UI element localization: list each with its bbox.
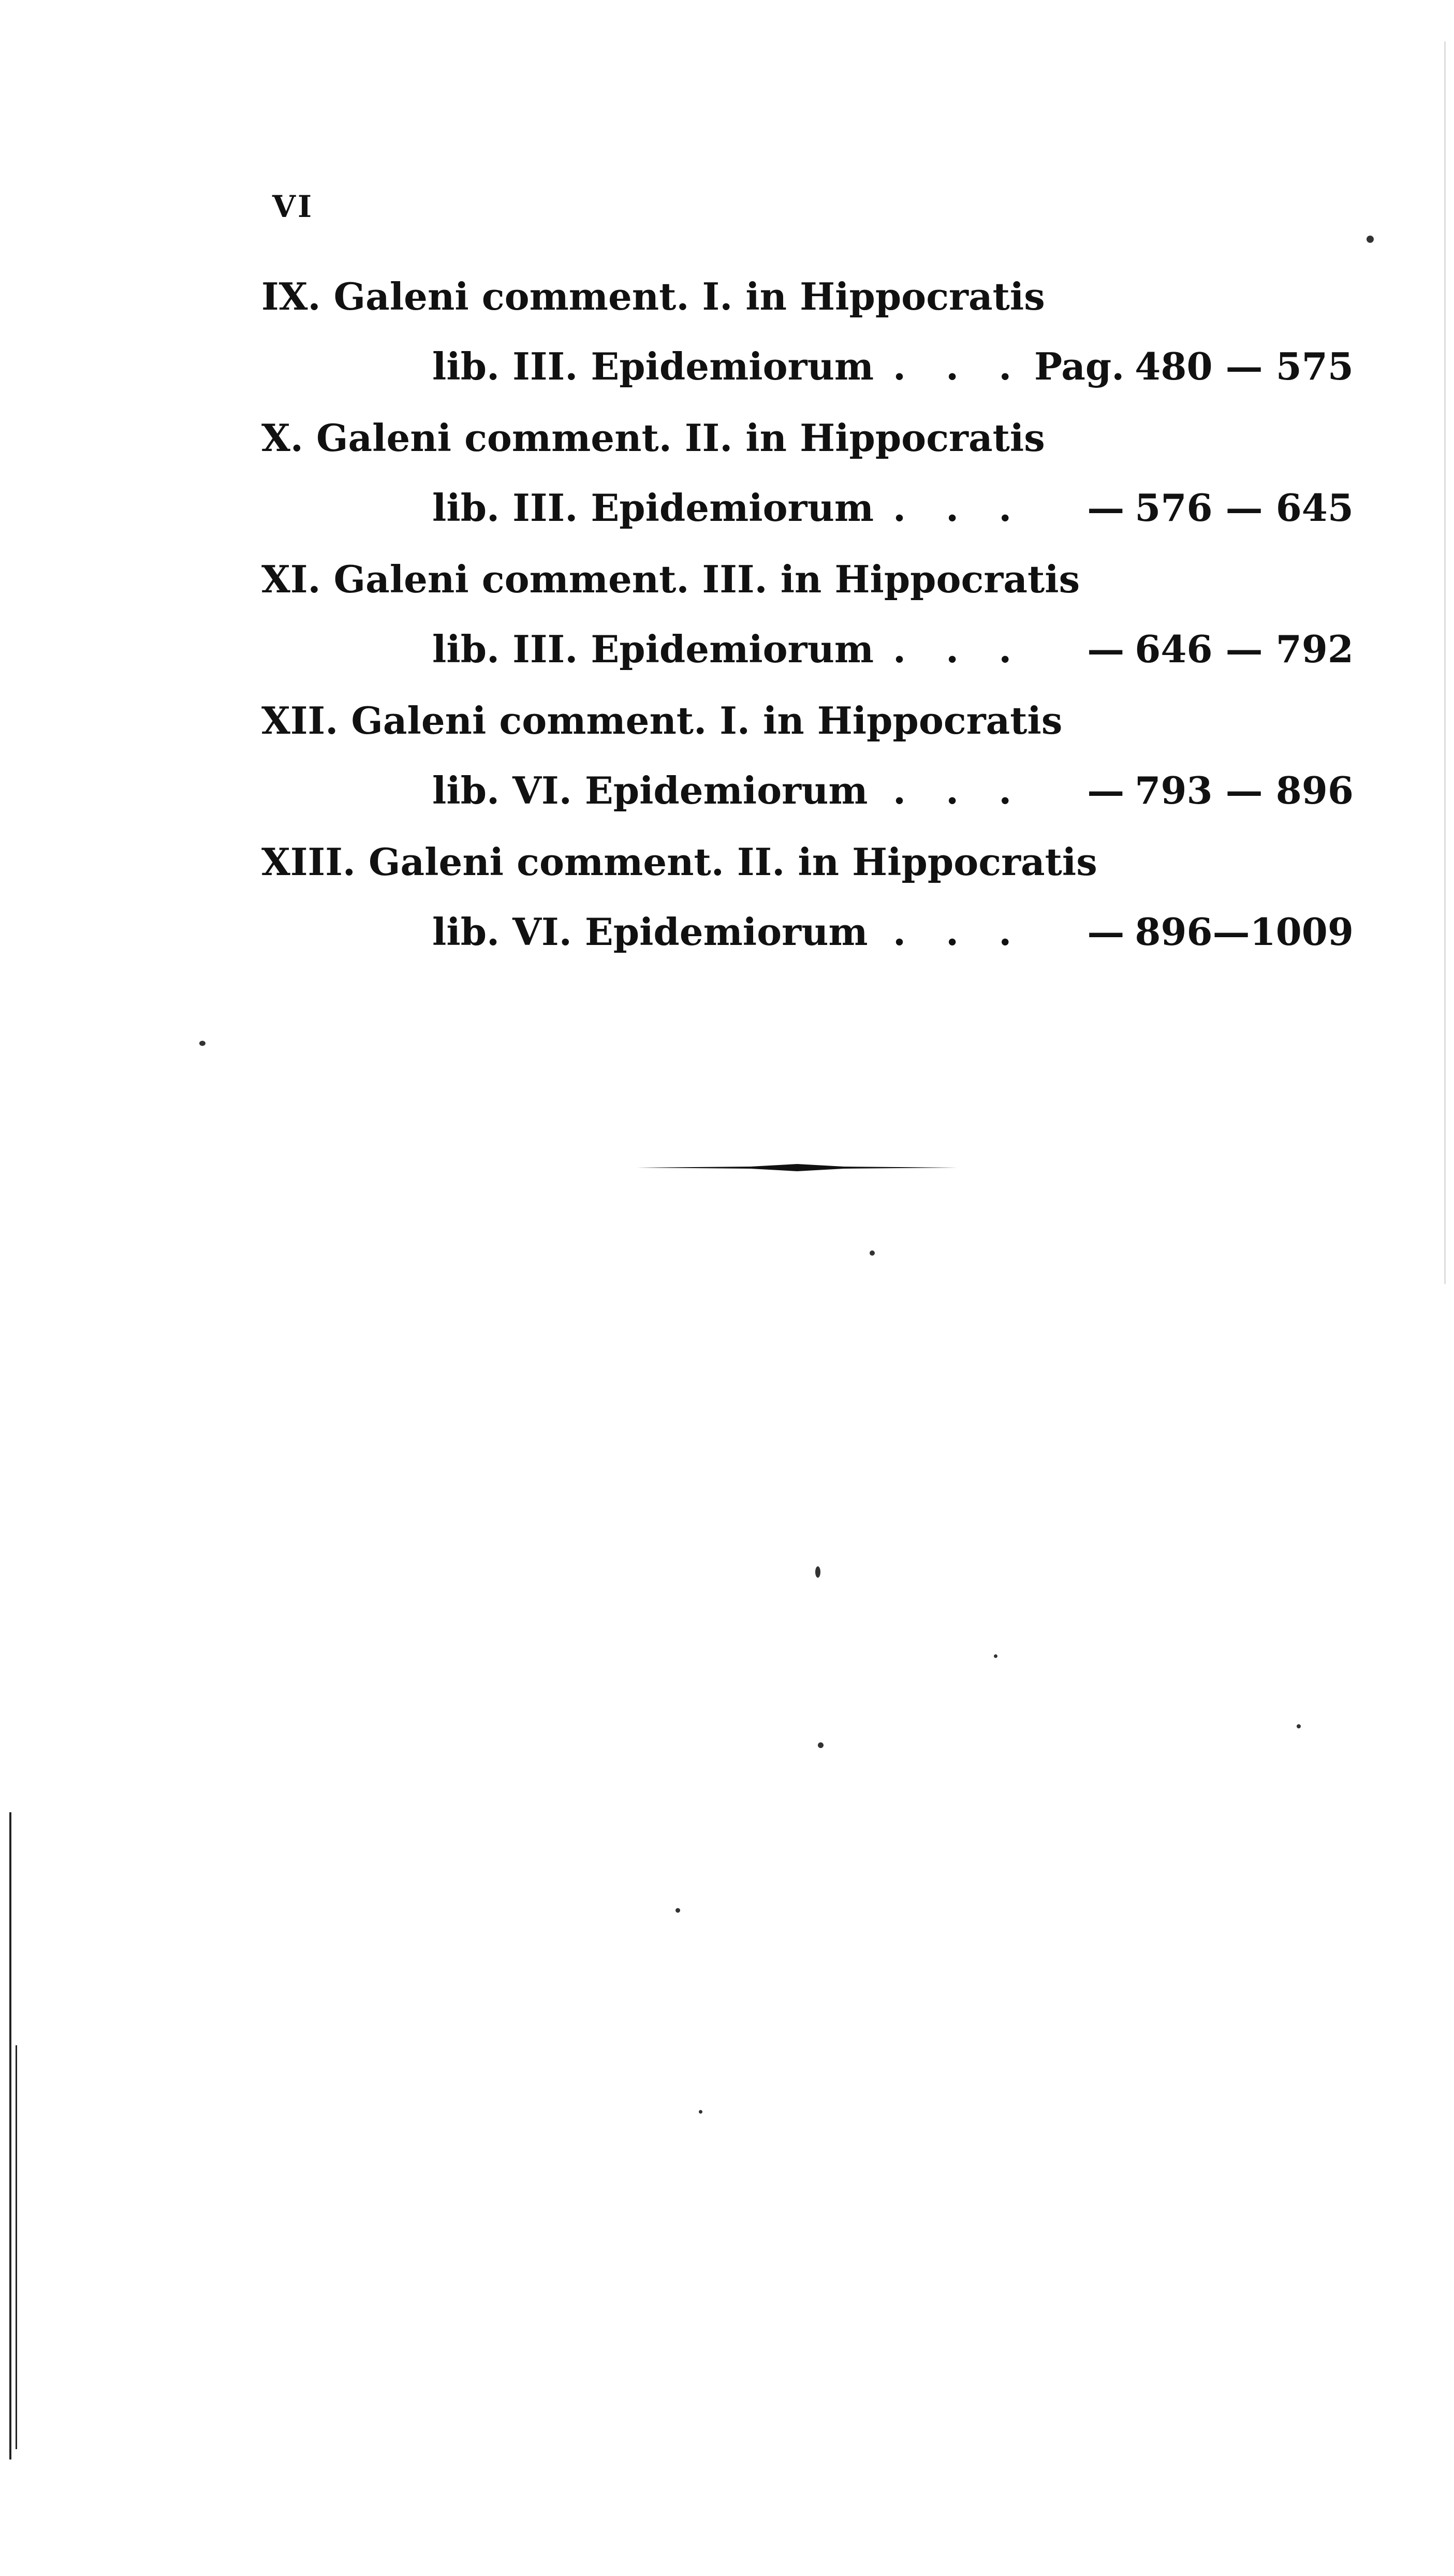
page-numbers: 646 — 792 bbox=[1135, 627, 1354, 671]
pag-label: — bbox=[1087, 910, 1125, 954]
page-number: VI bbox=[272, 189, 314, 224]
pag-label: Pag. bbox=[1034, 344, 1125, 388]
ornamental-rule bbox=[637, 1160, 958, 1175]
entry-title: XI. Galeni comment. III. in Hippocratis bbox=[261, 557, 1080, 601]
scan-speck bbox=[994, 1654, 997, 1658]
page-range bbox=[1087, 627, 1354, 671]
toc-entry bbox=[261, 840, 1354, 981]
entry-title: XII. Galeni comment. I. in Hippocratis bbox=[261, 698, 1063, 743]
scan-speck bbox=[199, 1041, 205, 1046]
scan-speck bbox=[1367, 236, 1374, 243]
leader-dots: . . . bbox=[893, 486, 1025, 530]
pag-label: — bbox=[1087, 627, 1125, 671]
leader-dots: . . . bbox=[893, 627, 1025, 671]
scan-edge-line bbox=[16, 2045, 17, 2449]
scan-edge-line bbox=[1444, 41, 1446, 1284]
page-range bbox=[1087, 486, 1354, 530]
toc-entry bbox=[261, 416, 1354, 557]
page-numbers: 480 — 575 bbox=[1135, 344, 1354, 388]
entry-title: IX. Galeni comment. I. in Hippocratis bbox=[261, 274, 1045, 318]
page-range bbox=[1034, 344, 1354, 388]
leader-dots: . . . bbox=[893, 344, 1025, 388]
scan-speck bbox=[870, 1250, 875, 1256]
leader-dots: . . . bbox=[893, 910, 1025, 954]
scan-speck bbox=[699, 2110, 702, 2114]
entry-subtitle: lib. III. Epidemiorum bbox=[432, 344, 874, 388]
page-range bbox=[1087, 910, 1354, 954]
entry-subtitle: lib. III. Epidemiorum bbox=[432, 486, 874, 530]
scan-edge-line bbox=[9, 1812, 11, 2459]
page-range bbox=[1087, 768, 1354, 812]
leader-dots: . . . bbox=[893, 768, 1025, 812]
entry-subtitle: lib. III. Epidemiorum bbox=[432, 627, 874, 671]
pag-label: — bbox=[1087, 768, 1125, 812]
page-numbers: 793 — 896 bbox=[1135, 768, 1354, 812]
scan-speck bbox=[1297, 1724, 1301, 1728]
page-numbers: 576 — 645 bbox=[1135, 486, 1354, 530]
toc-entry bbox=[261, 274, 1354, 416]
scan-speck bbox=[675, 1908, 680, 1913]
scan-speck bbox=[818, 1742, 824, 1748]
entry-title: X. Galeni comment. II. in Hippocratis bbox=[261, 416, 1045, 460]
toc-entry bbox=[261, 698, 1354, 840]
entry-subtitle: lib. VI. Epidemiorum bbox=[432, 768, 868, 812]
pag-label: — bbox=[1087, 486, 1125, 530]
page-numbers: 896—1009 bbox=[1135, 910, 1354, 954]
toc-entry bbox=[261, 557, 1354, 698]
entry-title: XIII. Galeni comment. II. in Hippocratis bbox=[261, 840, 1097, 884]
table-of-contents bbox=[261, 274, 1354, 981]
scan-speck bbox=[815, 1566, 820, 1578]
entry-subtitle: lib. VI. Epidemiorum bbox=[432, 910, 868, 954]
